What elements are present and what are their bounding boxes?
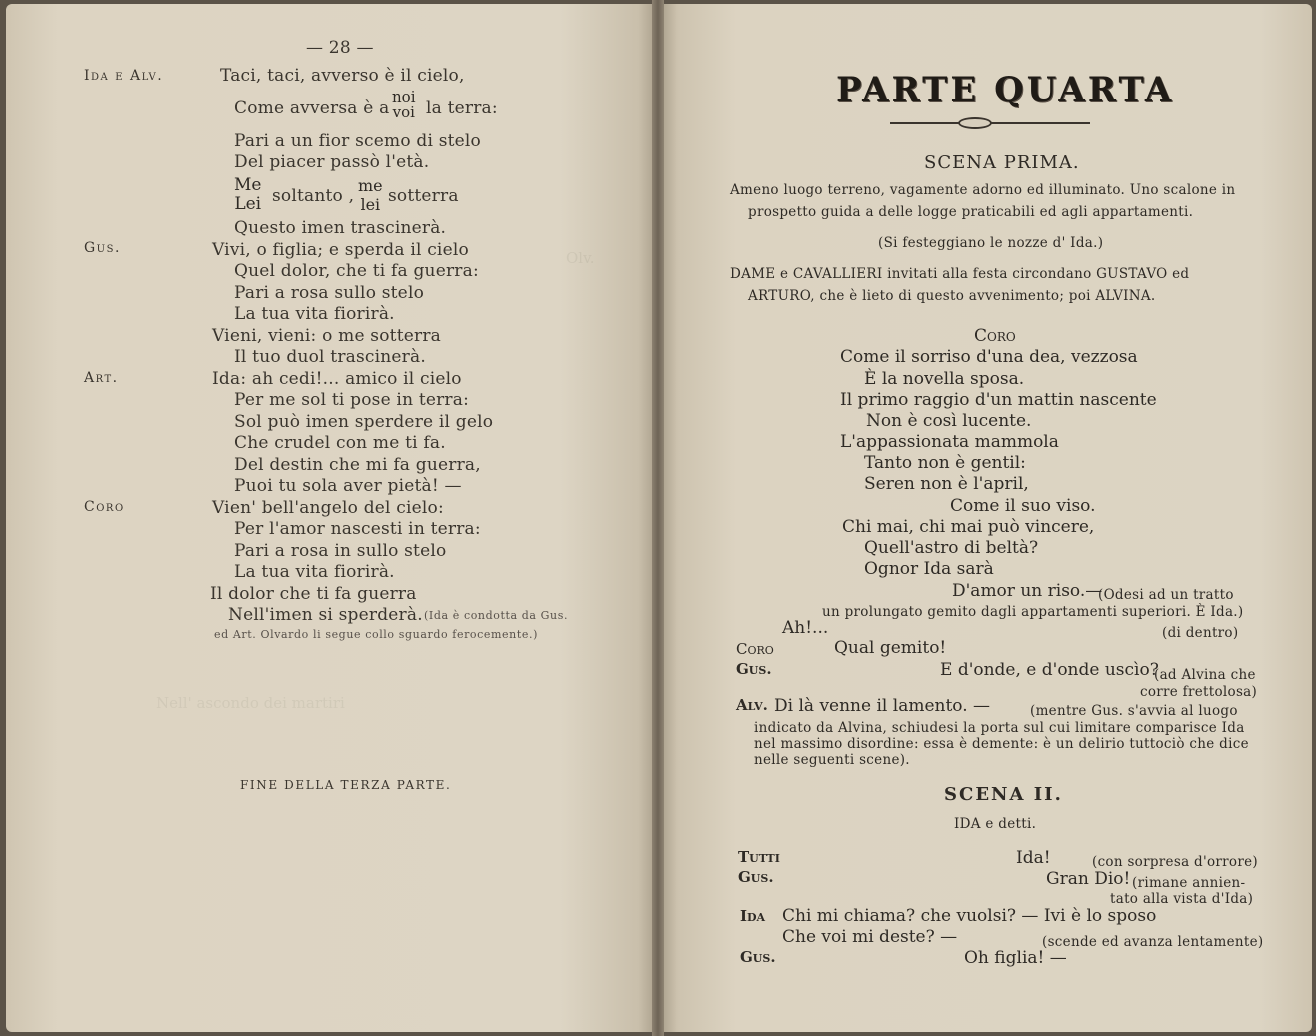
verse-line: E d'onde, e d'onde uscìo? <box>940 660 1159 680</box>
fraction-me-lei: Me Lei <box>234 175 262 214</box>
right-page <box>658 4 1312 1032</box>
stage-direction: (di dentro) <box>1162 625 1239 641</box>
stage-direction: (rimane annien- <box>1132 875 1246 891</box>
verse-line: Gran Dio! <box>1046 869 1131 889</box>
verse-line: La tua vita fiorirà. <box>234 562 395 582</box>
verse-line: Di là venne il lamento. — <box>774 696 991 716</box>
verse-line: Il dolor che ti fa guerra <box>210 584 417 604</box>
verse-line: soltanto , <box>272 186 355 206</box>
fraction-noi-voi: noi voi <box>392 88 416 121</box>
speaker-label: Art. <box>84 370 119 386</box>
speaker-label: Coro <box>84 499 125 515</box>
verse-line: Per me sol ti pose in terra: <box>234 390 470 410</box>
verse-line: Qual gemito! <box>834 638 947 658</box>
verse-line: Ida: ah cedi!... amico il cielo <box>212 369 462 389</box>
verse-line: Seren non è l'april, <box>864 474 1029 494</box>
stage-direction: (ad Alvina che <box>1154 667 1256 683</box>
verse-line: Come il sorriso d'una dea, vezzosa <box>840 347 1138 367</box>
speaker-label: Gus. <box>738 868 774 886</box>
speaker-label: Tutti <box>738 848 780 866</box>
stage-direction: nel massimo disordine: essa è demente: è un delirio tuttociò che dice <box>754 736 1249 752</box>
stage-direction: (con sorpresa d'orrore) <box>1092 854 1258 870</box>
verse-line: sotterra <box>388 186 459 206</box>
setting-text: prospetto guida a delle logge praticabili ed agli appartamenti. <box>748 204 1194 220</box>
speaker-label: Coro <box>736 640 774 658</box>
verse-line: Oh figlia! — <box>964 948 1067 968</box>
setting-text: ARTURO, che è lieto di questo avvenimento; poi ALVINA. <box>748 288 1156 304</box>
setting-text: (Si festeggiano le nozze d' Ida.) <box>878 235 1104 251</box>
speaker-label: Gus. <box>84 240 121 256</box>
verse-line: Quel dolor, che ti fa guerra: <box>234 261 479 281</box>
speaker-label: Ida <box>740 907 766 925</box>
stage-direction: (scende ed avanza lentamente) <box>1042 934 1264 950</box>
verse-line: Ida! <box>1016 848 1051 868</box>
stage-direction: indicato da Alvina, schiudesi la porta sul cui limitare comparisce Ida <box>754 720 1245 736</box>
verse-line: Vien' bell'angelo del cielo: <box>212 498 444 518</box>
ornamental-rule <box>958 117 992 129</box>
verse-line: Per l'amor nascesti in terra: <box>234 519 481 539</box>
verse-line: la terra: <box>426 98 498 118</box>
scene-heading: SCENA II. <box>944 784 1063 805</box>
speaker-label: Ida e Alv. <box>84 68 164 84</box>
verse-line: Pari a un fior scemo di stelo <box>234 131 481 151</box>
verse-line: Chi mai, chi mai può vincere, <box>842 517 1095 537</box>
stage-direction: tato alla vista d'Ida) <box>1110 891 1254 907</box>
page-number: — 28 — <box>306 38 374 58</box>
verse-line: L'appassionata mammola <box>840 432 1059 452</box>
verse-line: Il primo raggio d'un mattin nascente <box>840 390 1157 410</box>
verse-line: Ah!... <box>782 618 829 638</box>
verse-line: Sol può imen sperdere il gelo <box>234 412 494 432</box>
verse-line: Tanto non è gentil: <box>864 453 1026 473</box>
verse-line: La tua vita fiorirà. <box>234 304 395 324</box>
stage-direction: corre frettolosa) <box>1140 684 1258 700</box>
left-page <box>6 4 658 1032</box>
speaker-label: Alv. <box>736 696 768 714</box>
stage-direction: (Odesi ad un tratto <box>1098 587 1234 603</box>
verse-line: Quell'astro di beltà? <box>864 538 1039 558</box>
verse-line: Che crudel con me ti fa. <box>234 433 446 453</box>
verse-line: Il tuo duol trascinerà. <box>234 347 426 367</box>
bleed-through: Olv. <box>566 249 595 267</box>
verse-line: Che voi mi deste? — <box>782 927 958 947</box>
setting-text: DAME e CAVALLIERI invitati alla festa circondano GUSTAVO ed <box>730 266 1190 282</box>
bleed-through: Nell' ascondo dei martiri <box>156 694 345 712</box>
verse-line: Ognor Ida sarà <box>864 559 994 579</box>
verse-line: Non è così lucente. <box>866 411 1032 431</box>
book-gutter <box>652 0 664 1036</box>
verse-line: Come il suo viso. <box>950 496 1096 516</box>
speaker-label: Gus. <box>736 660 772 678</box>
end-of-part: FINE DELLA TERZA PARTE. <box>240 778 452 792</box>
verse-line: D'amor un riso.— <box>952 581 1103 601</box>
stage-direction: un prolungato gemito dagli appartamenti superiori. È Ida.) <box>822 604 1244 620</box>
verse-line: Del piacer passò l'età. <box>234 152 430 172</box>
stage-direction: nelle seguenti scene). <box>754 752 910 768</box>
stage-direction: ed Art. Olvardo li segue collo sguardo ferocemente.) <box>214 628 538 641</box>
setting-text: Ameno luogo terreno, vagamente adorno ed illuminato. Uno scalone in <box>730 182 1236 198</box>
verse-line: Questo imen trascinerà. <box>234 218 447 238</box>
verse-line: Chi mi chiama? che vuolsi? — Ivi è lo sposo <box>782 906 1157 926</box>
characters-present: IDA e detti. <box>954 816 1037 832</box>
part-title: PARTE QUARTA <box>836 70 1175 110</box>
verse-line: Vieni, vieni: o me sotterra <box>212 326 441 346</box>
verse-line: Vivi, o figlia; e sperda il cielo <box>212 240 469 260</box>
verse-line: Taci, taci, avverso è il cielo, <box>220 66 465 86</box>
stage-direction: (Ida è condotta da Gus. <box>424 609 569 622</box>
verse-line: Del destin che mi fa guerra, <box>234 455 481 475</box>
verse-line: Come avversa è a <box>234 98 390 118</box>
verse-line: Pari a rosa sullo stelo <box>234 283 425 303</box>
scene-heading: SCENA PRIMA. <box>924 152 1080 173</box>
stage-direction: (mentre Gus. s'avvia al luogo <box>1030 703 1238 719</box>
verse-line: Nell'imen si sperderà. <box>228 605 423 625</box>
verse-line: Pari a rosa in sullo stelo <box>234 541 447 561</box>
speaker-label: Gus. <box>740 948 776 966</box>
verse-line: Puoi tu sola aver pietà! — <box>234 476 462 496</box>
fraction-me-lei: me lei <box>358 176 383 214</box>
speaker-label: Coro <box>974 326 1016 346</box>
verse-line: È la novella sposa. <box>864 369 1025 389</box>
